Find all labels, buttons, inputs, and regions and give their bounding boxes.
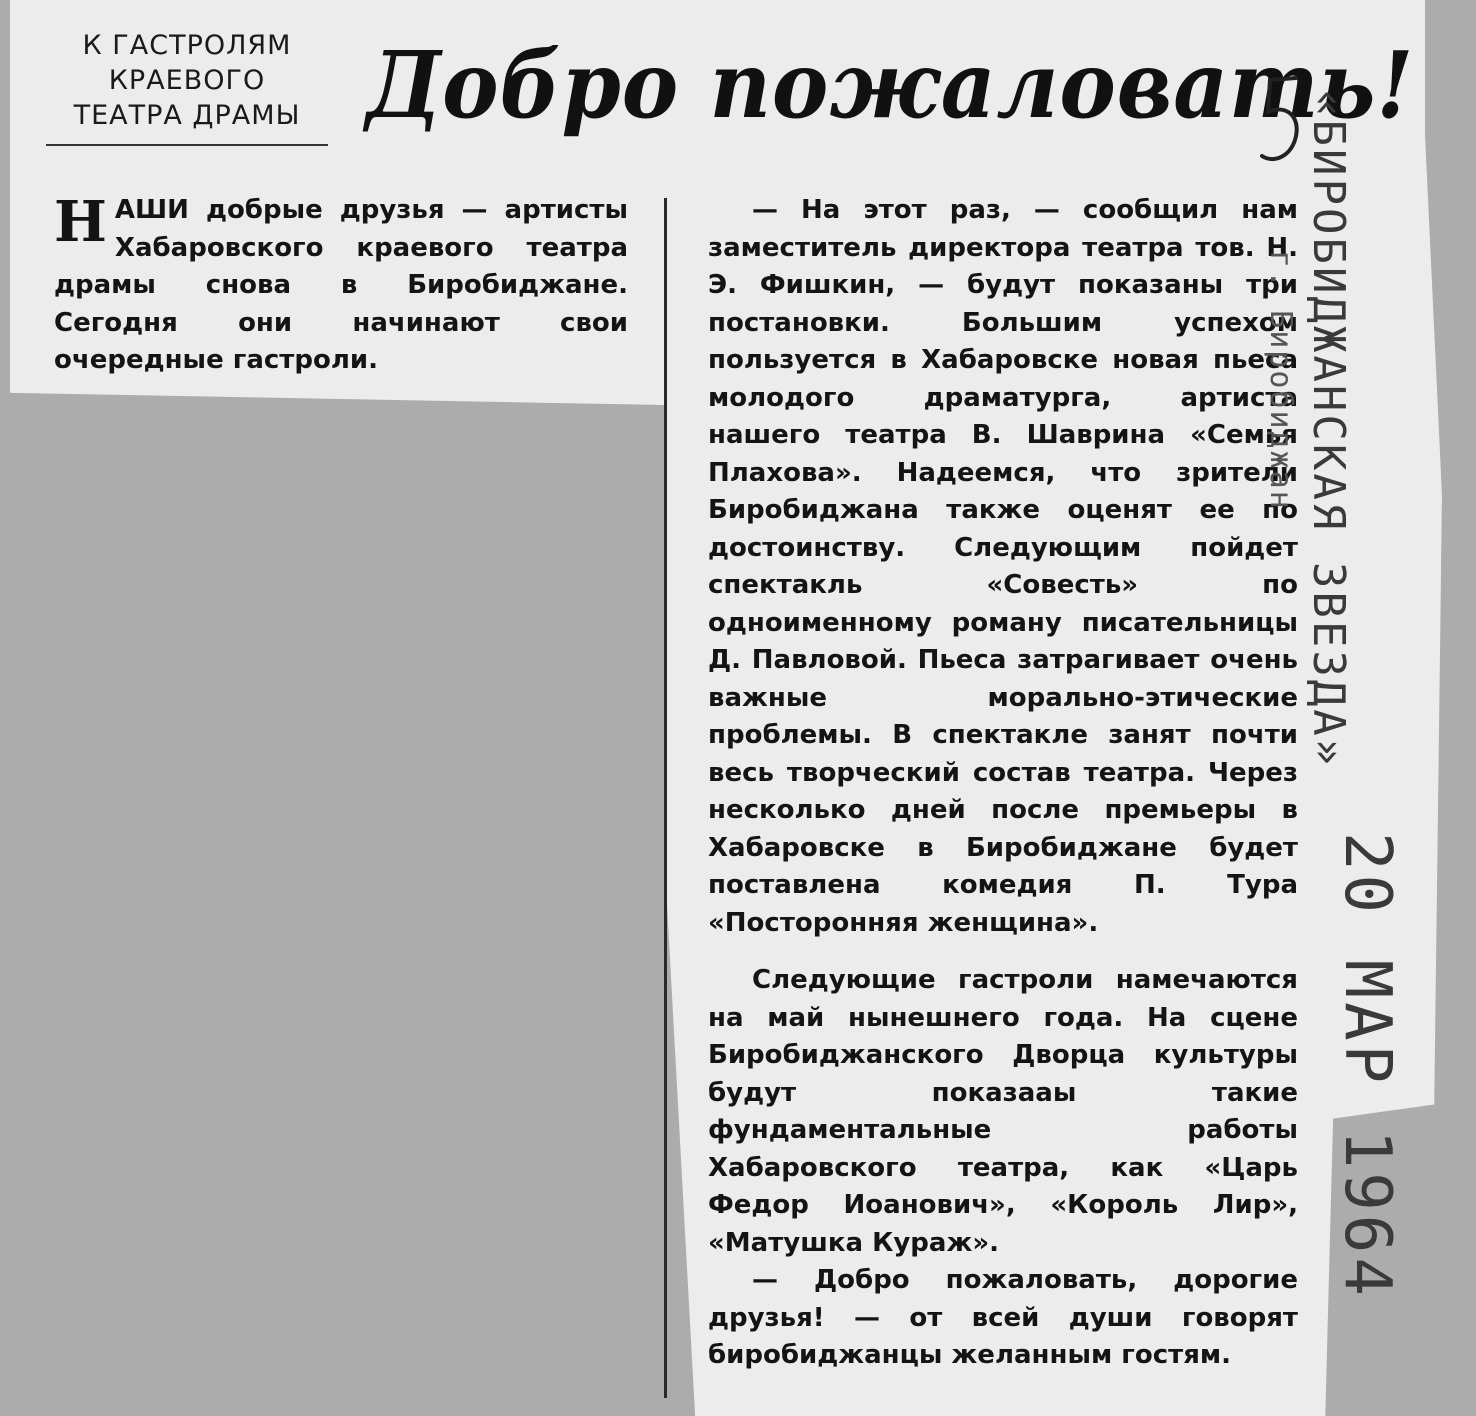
paragraph-quote: — На этот раз, — сообщил нам заместитель директора театра тов. Н. Э. Фишкин, — будут показаны три постановки. Большим успехом пользуется в Хабаровске новая пьеса молодого драматурга, артиста нашего театра В. Шаврина «Семья Плахова». Надеемся, что зрители Биробиджана также оценят ее по достоинству. Следующим пойдет спектакль «Совесть» по одноименному роману писательницы Д. Павловой. Пьеса затрагивает очень важные морально-этические проблемы. В спектакле занят почти весь творческий состав театра. Через несколько дней после премьеры в Хабаровске в Биробиджане будет поставлена комедия П. Тура «Посторонняя женщина». [708,195,1298,938]
article-kicker [42,28,332,133]
handwritten-mark [1256,72,1306,172]
paragraph-next-tour: Следующие гастроли намечаются на май нынешнего года. На сцене Биробиджанского Дворца культуры будут показааы такие фундаментальные работы Хабаровского театра, как «Царь Федор Иоанович», «Король Лир», «Матушка Кураж». [708,965,1298,1258]
stamp-city: г. Биробиджан [1263,250,1298,511]
kicker-underline [46,144,328,146]
lead-text: АШИ добрые друзья — артисты Хабаровского краевого театра драмы снова в Биробиджане. Сегодня они начинают свои очередные гастроли. [54,195,628,375]
kicker-line-3: ТЕАТРА ДРАМЫ [73,100,301,131]
paragraph-closing: — Добро пожаловать, дорогие друзья! — от всей души говорят биробиджанцы желанным гостям. [708,1265,1298,1370]
stamp-newspaper-name: «БИРОБИДЖАНСКАЯ ЗВЕЗДА» [1303,90,1354,769]
article-column-right [708,192,1298,1375]
article-headline: Добро пожаловать! [366,31,1415,139]
article-column-left [54,189,628,380]
drop-cap: Н [54,189,107,255]
kicker-line-2: КРАЕВОГО [108,65,266,96]
column-divider [664,198,667,1398]
lead-paragraph [54,189,628,380]
stamp-date: 20 МАР 1964 [1330,832,1404,1300]
source-stamp [1303,90,1354,768]
kicker-line-1: К ГАСТРОЛЯМ [82,30,292,61]
